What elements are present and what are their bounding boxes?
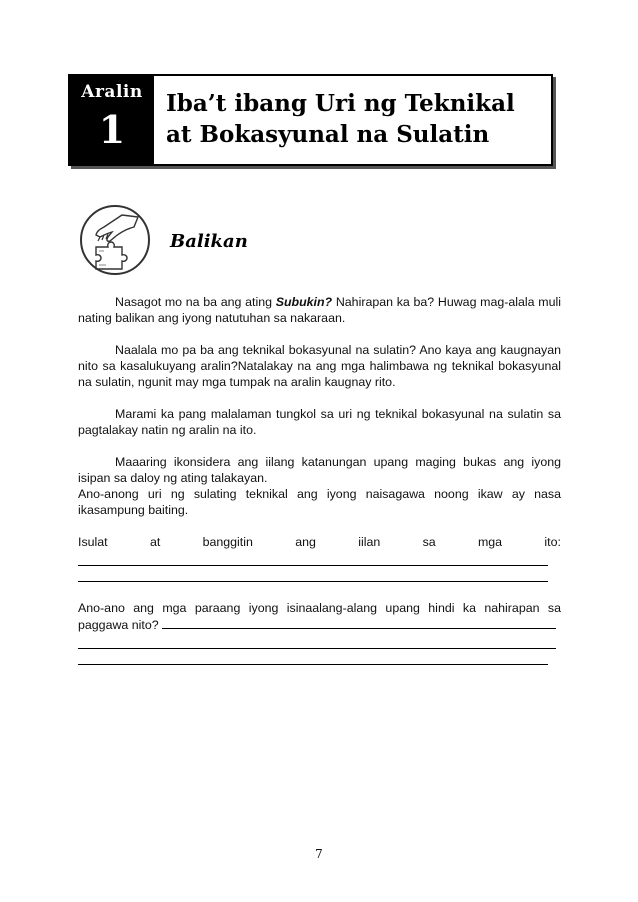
- instruction-word: ito:: [544, 535, 561, 549]
- answer-line-4[interactable]: [78, 664, 548, 665]
- aralin-number: 1: [98, 107, 126, 152]
- subukin-emphasis: Subukin?: [275, 295, 333, 309]
- page-number: 7: [315, 847, 323, 861]
- question-paragraph: [78, 600, 561, 633]
- lesson-number-box: [70, 76, 154, 164]
- question-text: Ano-ano ang mga paraang iyong isinaalang-alang upang hindi ka nahirapan sa paggawa nito?: [78, 601, 561, 632]
- instruction-word: banggitin: [202, 535, 253, 549]
- answer-line-2[interactable]: [78, 581, 548, 582]
- instruction-word: Isulat: [78, 535, 108, 549]
- p1-text-end: Nahirapan ka ba? Huwag mag-alala muli nating balikan ang iyong natutuhan sa nakaraan.: [78, 295, 561, 325]
- lesson-title: [166, 88, 546, 150]
- paragraph-2: Naalala mo pa ba ang teknikal bokasyunal na sulatin? Ano kaya ang kaugnayan nito sa kasalukuyang aralin?Natalakay na ang mga halimbawa ng teknikal bokasyunal na sulatin, ngunit may mga tumpak na aralin kaugnay rito.: [78, 343, 561, 389]
- lesson-title-line1: Iba’t ibang Uri ng Teknikal: [166, 90, 515, 117]
- instruction-word: iilan: [358, 535, 381, 549]
- instruction-word: at: [149, 535, 161, 549]
- paragraph-4: Maaaring ikonsidera ang iilang katanungan upang maging bukas ang iyong isipan sa daloy ng ating talakayan.: [78, 455, 561, 485]
- paragraph-5: Ano-anong uri ng sulating teknikal ang iyong naisagawa noong ikaw ay nasa ikasampung baiting.: [78, 487, 561, 517]
- lesson-header: [68, 74, 553, 166]
- instruction-word: mga: [477, 535, 503, 549]
- instruction-word: ang: [295, 535, 316, 549]
- aralin-label: Aralin: [81, 82, 143, 102]
- lesson-content: [78, 294, 561, 665]
- section-title: Balikan: [170, 231, 248, 252]
- answer-line-1[interactable]: [78, 565, 548, 566]
- p1-text-start: Nasagot mo na ba ang ating: [115, 295, 276, 309]
- instruction-line: [78, 534, 561, 550]
- answer-line-3[interactable]: [78, 648, 556, 649]
- answer-blank-inline[interactable]: [162, 616, 556, 629]
- hand-holding-puzzle-piece-icon: [80, 205, 150, 275]
- lesson-title-line2: at Bokasyunal na Sulatin: [166, 121, 490, 148]
- paragraph-1: [78, 294, 561, 326]
- paragraph-3: Marami ka pang malalaman tungkol sa uri ng teknikal bokasyunal na sulatin sa pagtalakay natin ng aralin na ito.: [78, 407, 561, 437]
- instruction-word: sa: [422, 535, 436, 549]
